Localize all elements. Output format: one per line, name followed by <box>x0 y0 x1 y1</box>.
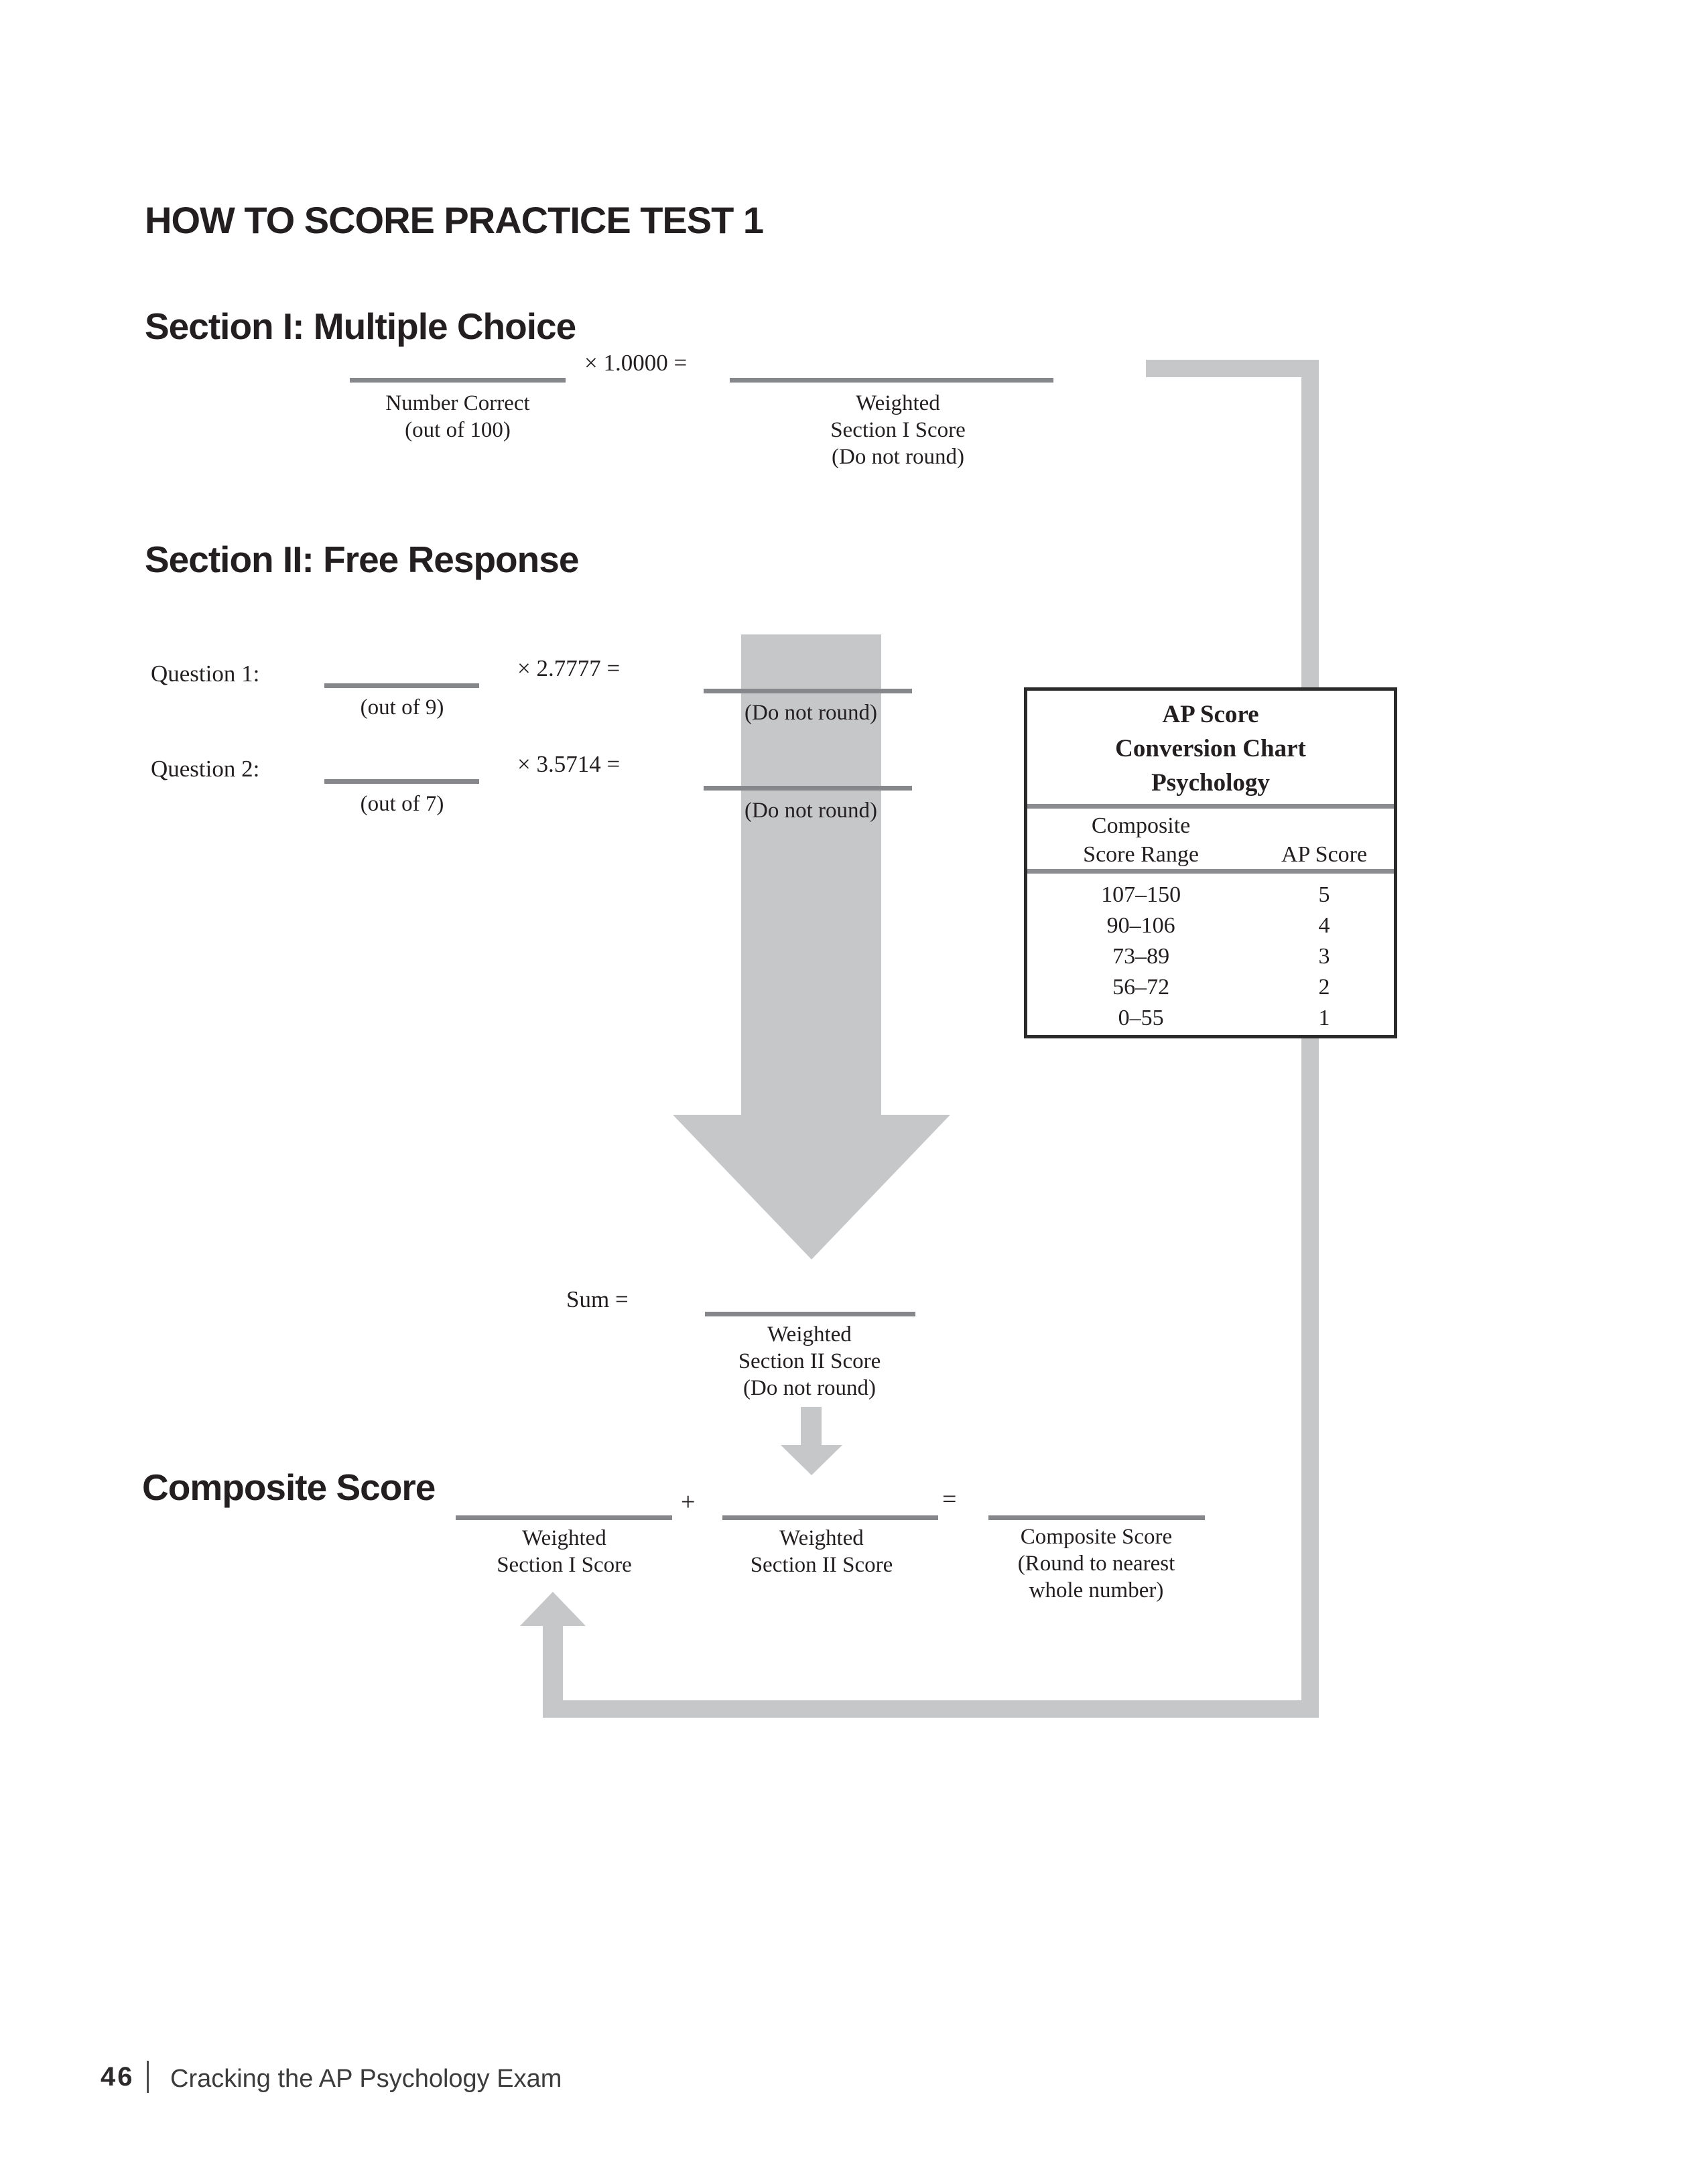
question2-result-blank <box>704 786 912 791</box>
table-title-separator <box>1027 804 1394 809</box>
sum-note-line3: (Do not round) <box>743 1376 876 1400</box>
table-col2-header-label: AP Score <box>1281 842 1368 867</box>
loop-up-arrow-shaft <box>543 1625 563 1704</box>
section1-left-label-line2: (out of 100) <box>405 418 511 442</box>
table-col1-header-line1: Composite <box>1091 813 1191 838</box>
section1-left-label <box>324 390 592 443</box>
composite-result-line3: whole number) <box>1029 1578 1164 1602</box>
table-header-separator <box>1027 869 1394 874</box>
loop-top-bar <box>1146 360 1319 377</box>
loop-up-arrow-head-icon <box>520 1592 586 1626</box>
composite-result-blank <box>988 1515 1205 1520</box>
section1-right-label <box>764 390 1032 470</box>
composite-range-cell: 90–106 <box>1106 913 1175 938</box>
composite-addend1-label <box>430 1525 698 1578</box>
footer-page-number: 46 <box>101 2062 135 2092</box>
loop-bottom-bar <box>543 1700 1319 1718</box>
table-row <box>1027 880 1394 910</box>
footer-divider <box>147 2061 149 2093</box>
section1-number-correct-blank <box>350 378 566 383</box>
ap-score-cell: 1 <box>1318 1006 1330 1030</box>
composite-result-label <box>962 1523 1230 1604</box>
ap-score-cell: 2 <box>1318 975 1330 1000</box>
composite-addend2-line1: Weighted <box>779 1526 864 1550</box>
sum-blank <box>705 1312 915 1316</box>
question2-out-of-label: (out of 7) <box>360 792 444 816</box>
big-down-arrow-head-icon <box>673 1115 950 1259</box>
ap-score-cell: 3 <box>1318 944 1330 969</box>
table-header-row <box>1027 809 1394 869</box>
question2-score-blank <box>324 779 479 784</box>
composite-addend2-label <box>688 1525 956 1578</box>
ap-score-cell: 5 <box>1318 882 1330 907</box>
table-title-line3: Psychology <box>1151 769 1270 797</box>
composite-range-cell: 107–150 <box>1101 882 1181 907</box>
composite-addend1-line1: Weighted <box>522 1526 606 1550</box>
section1-right-label-line1: Weighted <box>856 391 940 415</box>
ap-score-cell: 4 <box>1318 913 1330 938</box>
table-col2-header <box>1254 840 1394 869</box>
question1-out-of-label: (out of 9) <box>360 695 444 720</box>
table-body <box>1027 874 1394 1034</box>
composite-range-cell: 73–89 <box>1112 944 1170 969</box>
composite-result-line1: Composite Score <box>1020 1525 1173 1549</box>
question1-note-label: (Do not round) <box>745 701 877 725</box>
plus-sign: + <box>681 1488 696 1516</box>
sum-label: Sum = <box>566 1286 629 1312</box>
question1-label: Question 1: <box>151 661 260 687</box>
section1-multiplier: × 1.0000 = <box>584 350 688 376</box>
composite-addend1-line2: Section I Score <box>497 1553 632 1577</box>
table-title-line2: Conversion Chart <box>1115 735 1306 762</box>
section1-heading: Section I: Multiple Choice <box>145 305 576 347</box>
section1-left-label-line1: Number Correct <box>385 391 530 415</box>
table-title <box>1027 691 1394 800</box>
sum-note-label <box>675 1321 944 1402</box>
composite-heading: Composite Score <box>142 1466 436 1508</box>
small-down-arrow-head-icon <box>781 1445 842 1475</box>
sum-note-line2: Section II Score <box>738 1349 881 1373</box>
section1-right-label-line2: Section I Score <box>830 418 966 442</box>
table-col1-header-line2: Score Range <box>1083 842 1199 867</box>
footer-book-title: Cracking the AP Psychology Exam <box>170 2065 562 2093</box>
question2-multiplier: × 3.5714 = <box>517 751 621 777</box>
question1-result-blank <box>704 689 912 693</box>
table-row <box>1027 1003 1394 1034</box>
page-title: HOW TO SCORE PRACTICE TEST 1 <box>145 199 764 241</box>
small-down-arrow-shaft <box>801 1407 822 1445</box>
question1-multiplier: × 2.7777 = <box>517 655 621 681</box>
table-row <box>1027 910 1394 941</box>
section1-weighted-score-blank <box>730 378 1053 383</box>
table-row <box>1027 972 1394 1003</box>
composite-result-line2: (Round to nearest <box>1017 1552 1175 1576</box>
section1-right-label-line3: (Do not round) <box>832 445 964 469</box>
table-row <box>1027 941 1394 972</box>
question2-label: Question 2: <box>151 756 260 782</box>
question1-score-blank <box>324 683 479 688</box>
table-title-line1: AP Score <box>1162 701 1259 728</box>
ap-score-conversion-table <box>1024 687 1397 1038</box>
composite-range-cell: 0–55 <box>1118 1006 1164 1030</box>
table-col1-header <box>1027 811 1254 869</box>
sum-note-line1: Weighted <box>767 1322 852 1347</box>
composite-addend2-blank <box>722 1515 938 1520</box>
equals-sign: = <box>942 1485 957 1513</box>
composite-range-cell: 56–72 <box>1112 975 1170 1000</box>
question2-note-label: (Do not round) <box>745 799 877 823</box>
composite-addend2-line2: Section II Score <box>750 1553 893 1577</box>
loop-right-bar <box>1301 360 1319 1718</box>
section2-heading: Section II: Free Response <box>145 539 579 580</box>
composite-addend1-blank <box>456 1515 672 1520</box>
